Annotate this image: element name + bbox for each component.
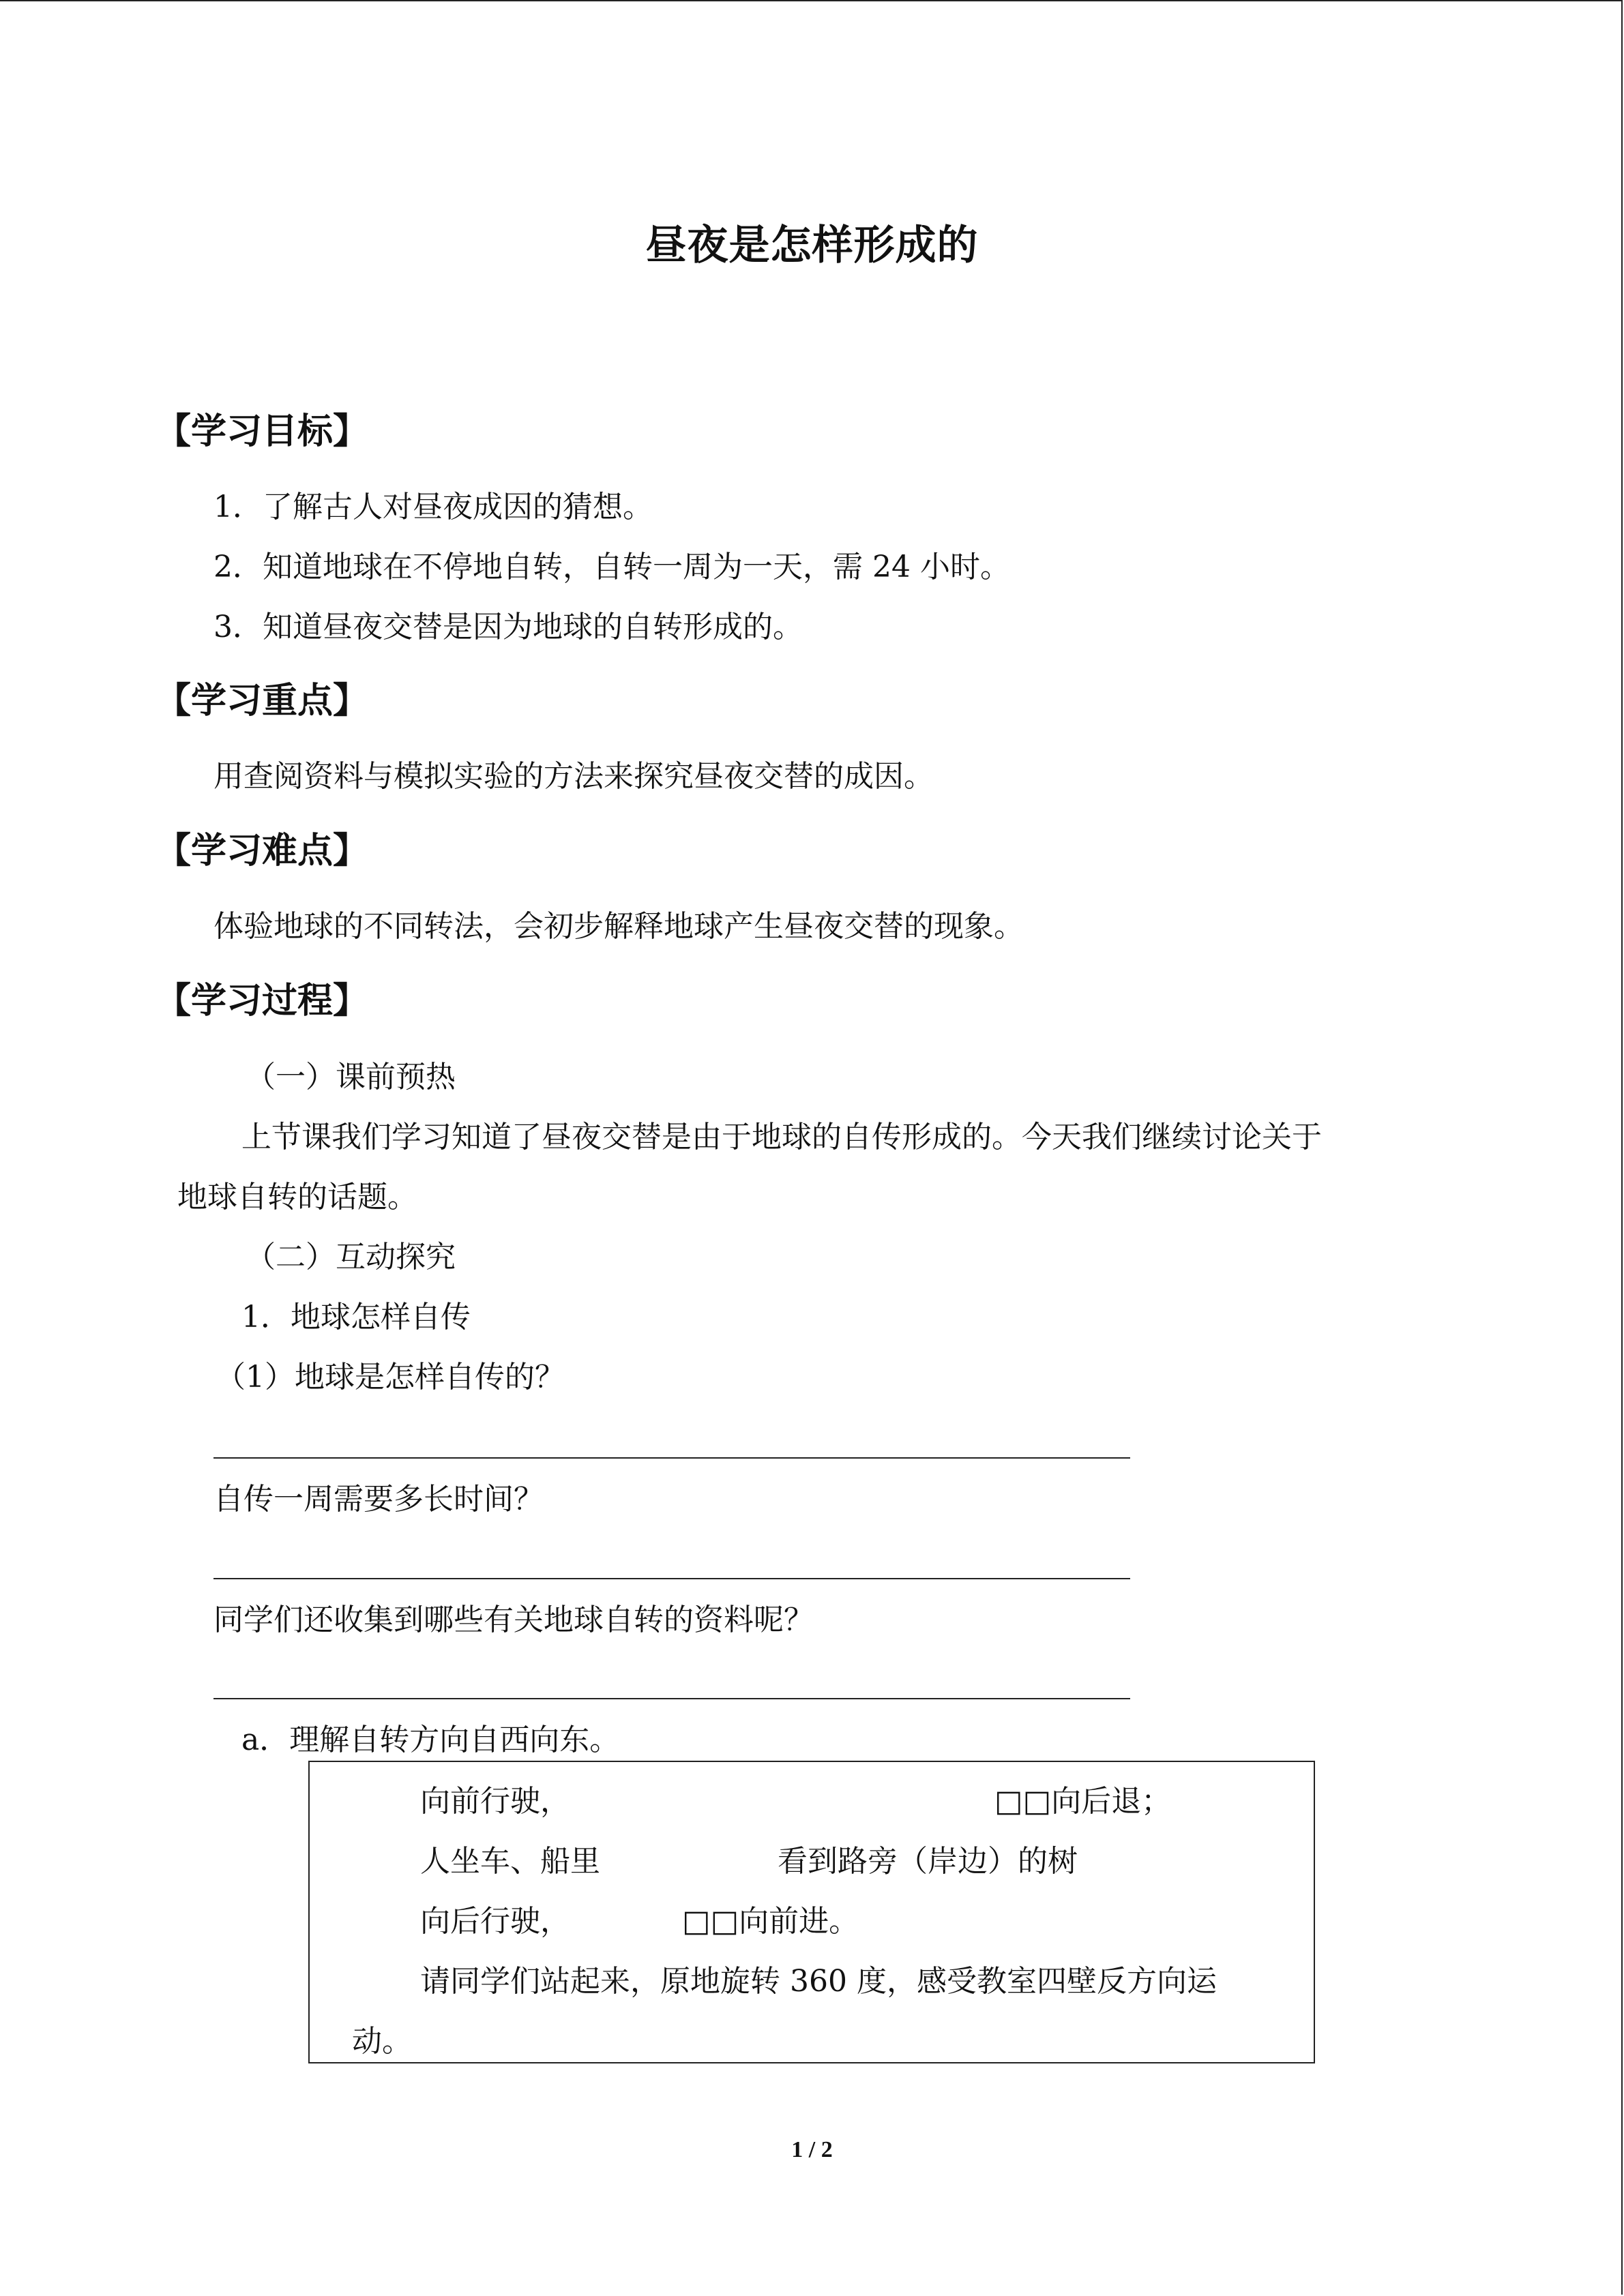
box-backward-result: □□向后退； <box>994 1784 1172 1819</box>
part1-text-line1: 上节课我们学习知道了昼夜交替是由于地球的自传形成的。今天我们继续讨论关于 <box>241 1120 1322 1154</box>
page-number: 1 / 2 <box>791 2137 833 2162</box>
point-a: a．理解自转方向自西向东。 <box>241 1723 620 1757</box>
section-heading-goals: 【学习目标】 <box>156 411 369 452</box>
box-instruction-line1: 请同学们站起来，原地旋转 360 度，感受教室四壁反方向运 <box>420 1964 1217 1999</box>
goal-item-1: 1．了解古人对昼夜成因的猜想。 <box>213 490 653 524</box>
answer-line-1[interactable] <box>213 1457 1130 1459</box>
difficulty-text: 体验地球的不同转法，会初步解释地球产生昼夜交替的现象。 <box>213 909 1024 944</box>
item-1-title: 1．地球怎样自传 <box>241 1300 471 1335</box>
section-heading-process: 【学习过程】 <box>156 981 369 1022</box>
goal-item-2: 2．知道地球在不停地自转，自转一周为一天，需 24 小时。 <box>213 550 1010 584</box>
box-rider: 人坐车、船里 <box>420 1844 600 1879</box>
section-heading-focus: 【学习重点】 <box>156 681 369 721</box>
part2-title: （二）互动探究 <box>246 1240 456 1274</box>
box-forward: 向前行驶， <box>420 1784 570 1819</box>
box-reverse: 向后行驶， <box>420 1904 570 1939</box>
question-3: 同学们还收集到哪些有关地球自转的资料呢？ <box>213 1602 814 1637</box>
box-instruction-line2: 动。 <box>352 2024 412 2059</box>
part1-text-line2: 地球自转的话题。 <box>177 1180 417 1214</box>
part1-title: （一）课前预热 <box>246 1060 456 1094</box>
page-title: 昼夜是怎样形成的 <box>645 222 979 269</box>
answer-line-2[interactable] <box>213 1578 1130 1579</box>
question-2: 自传一周需要多长时间？ <box>213 1482 544 1517</box>
goal-item-3: 3．知道昼夜交替是因为地球的自转形成的。 <box>213 610 803 644</box>
box-forward-result: □□向前进。 <box>682 1904 859 1939</box>
box-see-trees: 看到路旁（岸边）的树 <box>778 1844 1078 1879</box>
focus-text: 用查阅资料与模拟实验的方法来探究昼夜交替的成因。 <box>213 759 934 794</box>
answer-line-3[interactable] <box>213 1698 1130 1699</box>
section-heading-difficulty: 【学习难点】 <box>156 831 369 871</box>
question-1: （1）地球是怎样自传的？ <box>216 1360 565 1395</box>
